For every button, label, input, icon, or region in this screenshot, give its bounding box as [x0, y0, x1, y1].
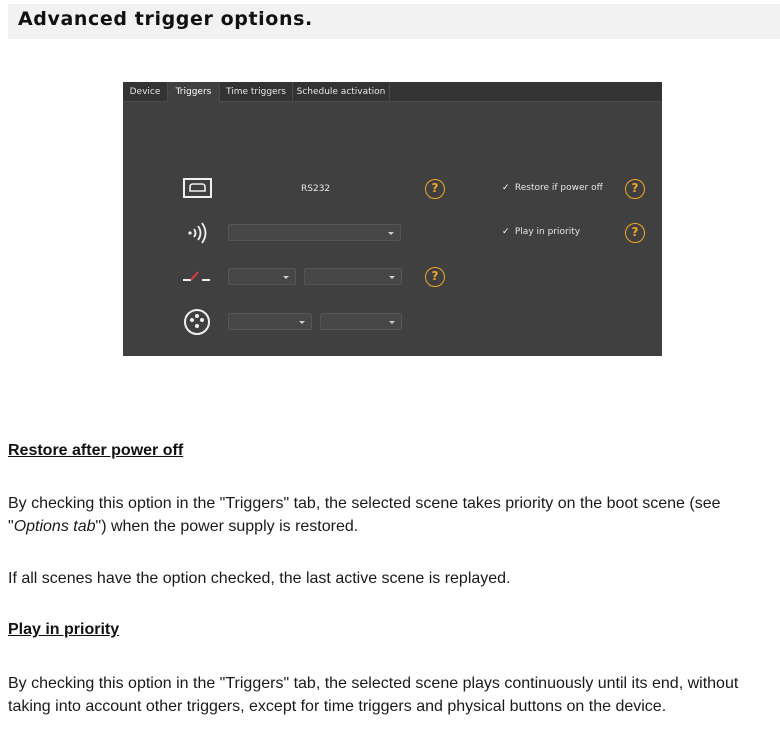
- check-icon: ✓: [502, 227, 510, 237]
- restore-paragraph-1: [8, 492, 772, 538]
- dry-contact-icon: [182, 268, 212, 284]
- rs232-label: RS232: [301, 184, 331, 194]
- serial-port-icon: [183, 178, 212, 198]
- dmx-dropdown-2[interactable]: [320, 313, 402, 330]
- dmx-dropdown-1[interactable]: [228, 313, 312, 330]
- heading-restore-after-power-off: Restore after power off: [8, 442, 184, 459]
- contact-help-icon[interactable]: ?: [425, 267, 445, 287]
- tab-bar: [123, 82, 662, 102]
- page-title: Advanced trigger options.: [18, 8, 313, 30]
- heading-play-in-priority: Play in priority: [8, 621, 120, 638]
- wireless-dropdown[interactable]: [228, 224, 401, 241]
- restore-paragraph-2: If all scenes have the option checked, the last active scene is replayed.: [8, 570, 511, 587]
- restore-checkbox-label: Restore if power off: [514, 183, 603, 193]
- restore-paragraph-1-end: ") when the power supply is restored.: [95, 518, 359, 535]
- wireless-signal-icon: [186, 221, 208, 245]
- priority-checkbox-label: Play in priority: [514, 227, 581, 237]
- priority-paragraph-1: By checking this option in the "Triggers" tab, the selected scene plays continuously until its end, without taking into account other triggers, except for time triggers and physical buttons on the device.: [8, 675, 739, 715]
- chevron-down-icon: [389, 321, 395, 324]
- contact-dropdown-2[interactable]: [304, 268, 402, 285]
- play-in-priority-checkbox[interactable]: [502, 227, 580, 237]
- restore-help-icon[interactable]: ?: [625, 179, 645, 199]
- rs232-help-icon[interactable]: ?: [425, 179, 445, 199]
- title-bar: [8, 4, 780, 39]
- tab-triggers[interactable]: Triggers: [168, 82, 220, 103]
- chevron-down-icon: [283, 276, 289, 279]
- tab-schedule-activation[interactable]: Schedule activation: [293, 82, 390, 102]
- restore-if-power-off-checkbox[interactable]: [502, 183, 603, 193]
- chevron-down-icon: [389, 276, 395, 279]
- tab-time-triggers[interactable]: Time triggers: [220, 82, 293, 102]
- options-tab-reference: Options tab: [13, 518, 96, 535]
- priority-help-icon[interactable]: ?: [625, 223, 645, 243]
- dmx-connector-icon: [183, 308, 211, 336]
- tab-device[interactable]: Device: [123, 82, 168, 102]
- chevron-down-icon: [299, 321, 305, 324]
- chevron-down-icon: [388, 232, 394, 235]
- contact-dropdown-1[interactable]: [228, 268, 296, 285]
- trigger-settings-screenshot: [123, 82, 662, 356]
- restore-paragraph-1-start: By checking this option in the "Triggers" tab, the selected scene takes priority on the boot scene (see ": [8, 495, 721, 535]
- check-icon: ✓: [502, 183, 510, 193]
